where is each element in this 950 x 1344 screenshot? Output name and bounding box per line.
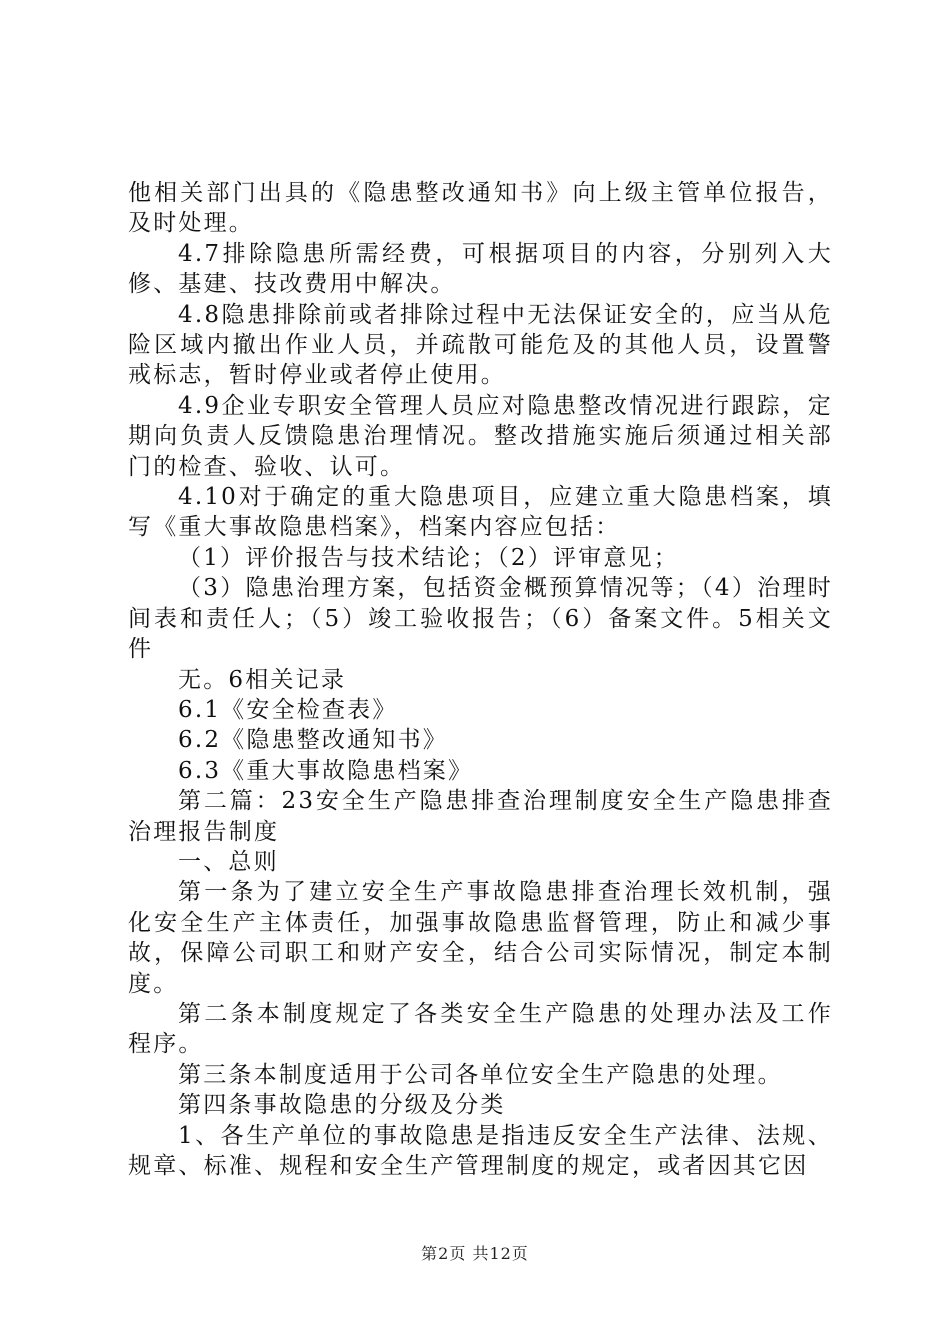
- page-footer: 第2页 共12页: [421, 1244, 529, 1263]
- paragraph-15: 第二条本制度规定了各类安全生产隐患的处理办法及工作程序。: [128, 1000, 833, 1058]
- paragraph-17: 第四条事故隐患的分级及分类: [178, 1092, 506, 1119]
- paragraph-6: （1）评价报告与技术结论；（2）评审意见；: [178, 544, 679, 571]
- paragraph-8: 无。6相关记录: [178, 666, 347, 693]
- paragraph-16: 第三条本制度适用于公司各单位安全生产隐患的处理。: [178, 1061, 783, 1088]
- paragraph-9: 6.1《安全检查表》: [178, 696, 398, 723]
- paragraph-18: 1、各生产单位的事故隐患是指违反安全生产法律、法规、规章、标准、规程和安全生产管理制度的规定，或者因其它因: [128, 1122, 833, 1179]
- paragraph-7: （3）隐患治理方案，包括资金概预算情况等；（4）治理时间表和责任人；（5）竣工验收报告；（6）备案文件。5相关文件: [128, 575, 833, 663]
- document-body: [128, 178, 833, 1181]
- paragraph-2: 4.7排除隐患所需经费，可根据项目的内容，分别列入大修、基建、技改费用中解决。: [128, 240, 833, 298]
- paragraph-1: 他相关部门出具的《隐患整改通知书》向上级主管单位报告，及时处理。: [128, 180, 833, 237]
- paragraph-4: 4.9企业专职安全管理人员应对隐患整改情况进行跟踪，定期向负责人反馈隐患治理情况。整改措施实施后须通过相关部门的检查、验收、认可。: [128, 392, 833, 480]
- paragraph-10: 6.2《隐患整改通知书》: [178, 727, 448, 754]
- paragraph-11: 6.3《重大事故隐患档案》: [178, 757, 474, 784]
- paragraph-3: 4.8隐患排除前或者排除过程中无法保证安全的，应当从危险区域内撤出作业人员，并疏散可能危及的其他人员，设置警戒标志，暂时停业或者停止使用。: [128, 301, 833, 389]
- paragraph-5: 4.10对于确定的重大隐患项目，应建立重大隐患档案，填写《重大事故隐患档案》，档案内容应包括：: [128, 484, 833, 541]
- paragraph-12-section-title: 第二篇：23安全生产隐患排查治理制度安全生产隐患排查治理报告制度: [128, 788, 833, 845]
- paragraph-14: 第一条为了建立安全生产事故隐患排查治理长效机制，强化安全生产主体责任，加强事故隐患监督管理，防止和减少事故，保障公司职工和财产安全，结合公司实际情况，制定本制度。: [128, 879, 833, 997]
- paragraph-13-heading: 一、总则: [178, 848, 279, 875]
